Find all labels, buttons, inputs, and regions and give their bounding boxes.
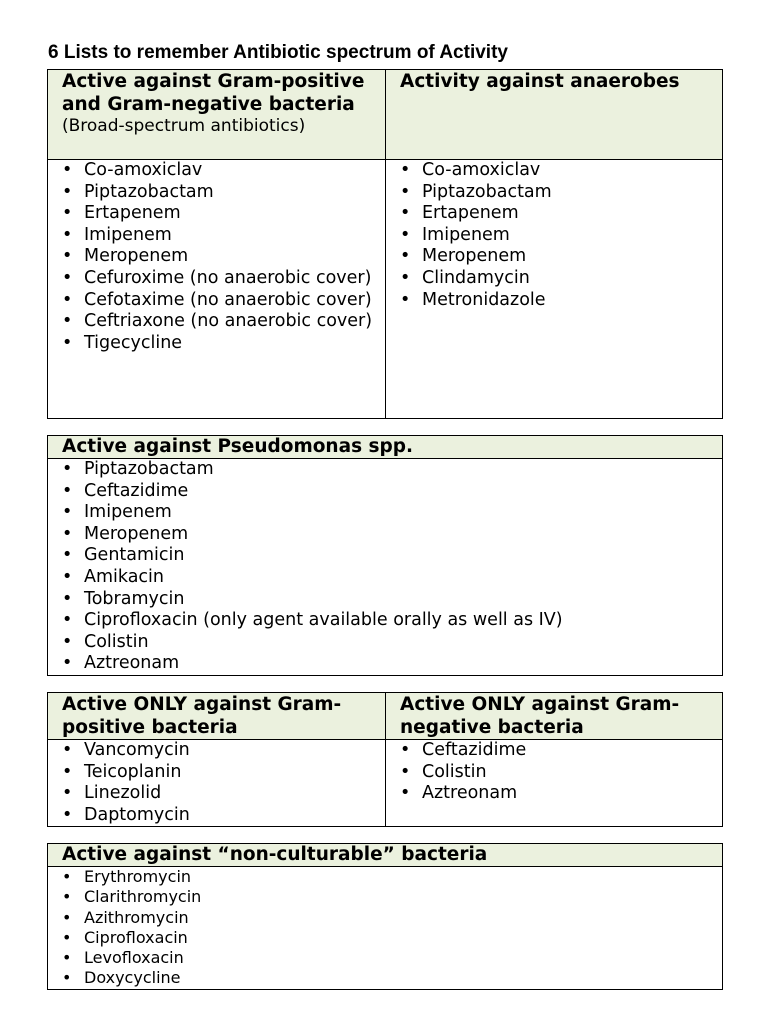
list-item: • Piptazobactam — [62, 459, 722, 481]
list-item: • Ceftazidime — [400, 740, 722, 762]
list-item: • Aztreonam — [400, 783, 722, 805]
list-item: • Aztreonam — [62, 653, 722, 675]
anaerobes-heading-cell — [386, 70, 723, 160]
list-item: • Erythromycin — [62, 867, 722, 887]
gram-positive-only-heading-cell — [48, 693, 386, 740]
list-item: • Cefuroxime (no anaerobic cover) — [62, 268, 385, 290]
list-item: • Ciprofloxacin — [62, 928, 722, 948]
broad-spectrum-note: (Broad-spectrum antibiotics) — [62, 116, 306, 136]
pseudomonas-list-cell — [48, 459, 723, 676]
list-item: • Linezolid — [62, 783, 385, 805]
gram-negative-only-list — [400, 740, 722, 805]
non-culturable-heading: Active against “non-culturable” bacteria — [62, 844, 488, 865]
list-item: • Imipenem — [400, 225, 722, 247]
list-item: • Piptazobactam — [62, 182, 385, 204]
non-culturable-list — [62, 867, 722, 989]
pseudomonas-list — [62, 459, 722, 675]
broad-spectrum-heading: Active against Gram-positive and Gram-negative bacteria — [62, 71, 365, 115]
list-item: • Ceftazidime — [62, 481, 722, 503]
gram-only-table — [47, 692, 723, 827]
gram-positive-only-list-cell — [48, 740, 386, 827]
list-item: • Ceftriaxone (no anaerobic cover) — [62, 311, 385, 333]
list-item: • Meropenem — [62, 524, 722, 546]
anaerobes-heading: Activity against anaerobes — [400, 71, 680, 92]
list-item: • Ertapenem — [62, 203, 385, 225]
list-item: • Teicoplanin — [62, 762, 385, 784]
list-item: • Imipenem — [62, 502, 722, 524]
list-item: • Piptazobactam — [400, 182, 722, 204]
pseudomonas-table — [47, 435, 723, 676]
list-item: • Meropenem — [62, 246, 385, 268]
non-culturable-list-cell — [48, 867, 723, 990]
broad-spectrum-list-cell — [48, 160, 386, 419]
list-item: • Ertapenem — [400, 203, 722, 225]
list-item: • Daptomycin — [62, 805, 385, 827]
list-item: • Tigecycline — [62, 333, 385, 355]
list-item: • Co-amoxiclav — [400, 160, 722, 182]
non-culturable-table — [47, 843, 723, 990]
list-item: • Imipenem — [62, 225, 385, 247]
gram-positive-only-heading: Active ONLY against Gram-positive bacteria — [62, 694, 342, 738]
anaerobes-list-cell — [386, 160, 723, 419]
list-item: • Levofloxacin — [62, 948, 722, 968]
page-title: 6 Lists to remember Antibiotic spectrum of Activity — [48, 42, 508, 63]
list-item: • Vancomycin — [62, 740, 385, 762]
list-item: • Cefotaxime (no anaerobic cover) — [62, 290, 385, 312]
list-item: • Tobramycin — [62, 589, 722, 611]
list-item: • Colistin — [62, 632, 722, 654]
list-item: • Metronidazole — [400, 290, 722, 312]
list-item: • Ciprofloxacin (only agent available orally as well as IV) — [62, 610, 722, 632]
list-item: • Doxycycline — [62, 968, 722, 988]
list-item: • Meropenem — [400, 246, 722, 268]
gram-negative-only-list-cell — [386, 740, 723, 827]
pseudomonas-heading-cell — [48, 436, 723, 459]
anaerobes-list — [400, 160, 722, 311]
non-culturable-heading-cell — [48, 844, 723, 867]
broad-spectrum-list — [62, 160, 385, 354]
list-item: • Amikacin — [62, 567, 722, 589]
list-item: • Co-amoxiclav — [62, 160, 385, 182]
list-item: • Gentamicin — [62, 545, 722, 567]
broad-spectrum-heading-cell — [48, 70, 386, 160]
broad-spectrum-and-anaerobes-table — [47, 69, 723, 419]
gram-positive-only-list — [62, 740, 385, 826]
gram-negative-only-heading: Active ONLY against Gram-negative bacteria — [400, 694, 680, 738]
list-item: • Clindamycin — [400, 268, 722, 290]
gram-negative-only-heading-cell — [386, 693, 723, 740]
list-item: • Clarithromycin — [62, 887, 722, 907]
list-item: • Azithromycin — [62, 908, 722, 928]
list-item: • Colistin — [400, 762, 722, 784]
pseudomonas-heading: Active against Pseudomonas spp. — [62, 436, 414, 457]
